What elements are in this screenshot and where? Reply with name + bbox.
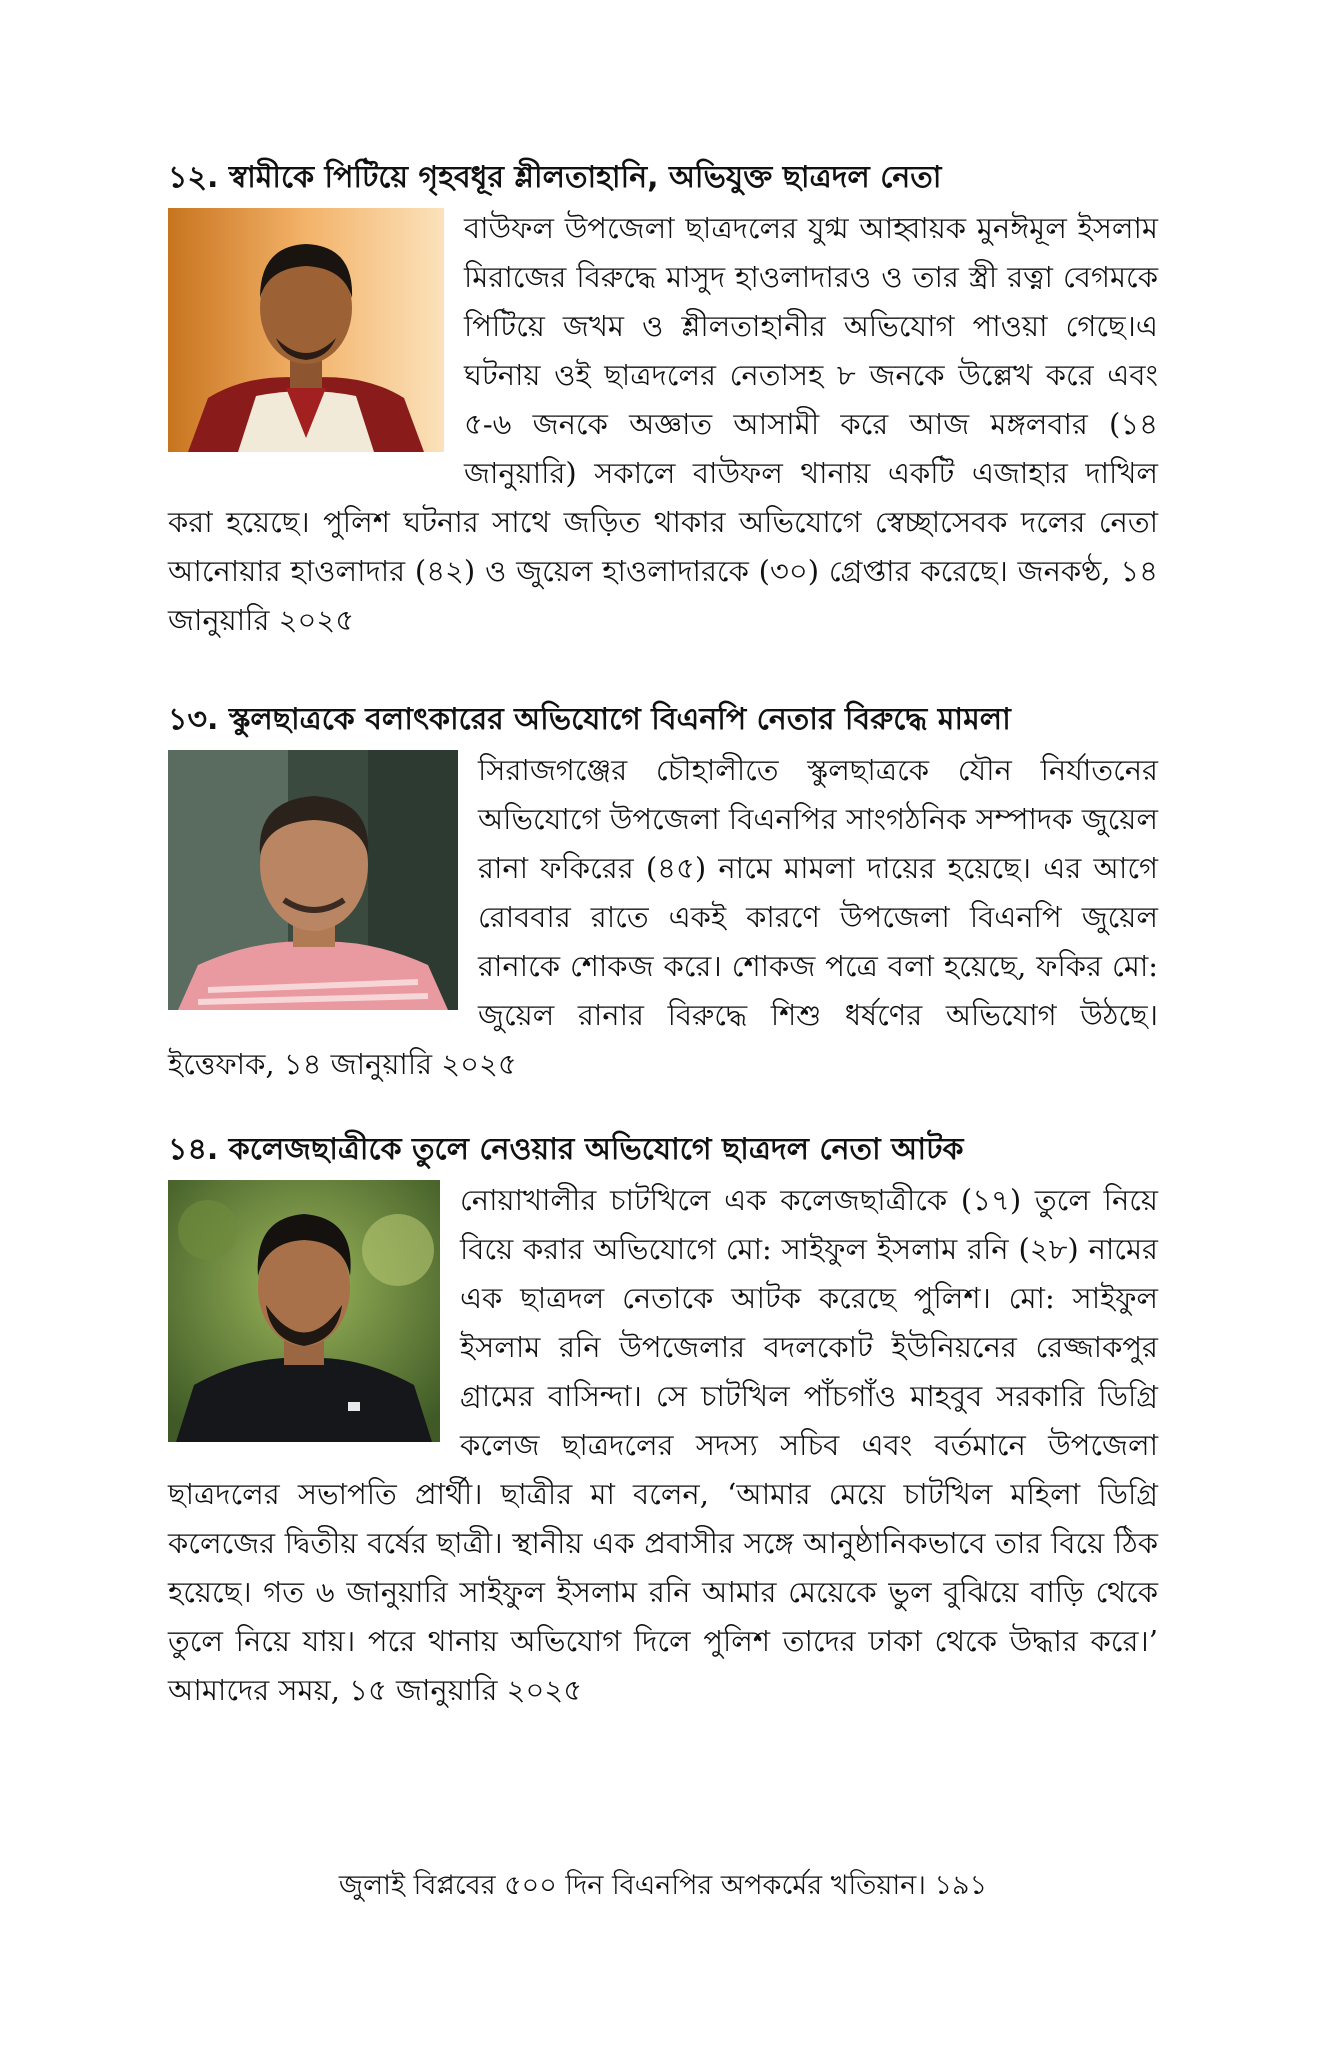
article-13-body: সিরাজগঞ্জের চৌহালীতে স্কুলছাত্রকে যৌন নির্যাতনের অভিযোগে উপজেলা বিএনপির সাংগঠনিক সম্পাদক জুয়েল রানা ফকিরের (৪৫) নামে মামলা দায়ের হয়েছে। এর আগে রোববার রাতে একই কারণে উপজেলা বিএনপি জুয়েল রানাকে শোকজ করে। শোকজ পত্রে বলা হয়েছে, ফকির মো: জুয়েল রানার বিরুদ্ধে শিশু ধর্ষণের অভিযোগ উঠছে। ইত্তেফাক, ১৪ জানুয়ারি ২০২৫ bbox=[168, 753, 1158, 1081]
article-12-headline: ১২. স্বামীকে পিটিয়ে গৃহবধূর শ্লীলতাহানি, অভিযুক্ত ছাত্রদল নেতা bbox=[168, 160, 942, 195]
article-13 bbox=[168, 700, 1158, 1089]
portrait-image bbox=[168, 1180, 440, 1442]
portrait-image bbox=[168, 208, 444, 452]
article-14 bbox=[168, 1130, 1158, 1715]
article-14-headline: ১৪. কলেজছাত্রীকে তুলে নেওয়ার অভিযোগে ছাত্রদল নেতা আটক bbox=[168, 1132, 964, 1167]
article-12-body: বাউফল উপজেলা ছাত্রদলের যুগ্ম আহ্বায়ক মুনঈমূল ইসলাম মিরাজের বিরুদ্ধে মাসুদ হাওলাদারও ও তার স্ত্রী রত্না বেগমকে পিটিয়ে জখম ও শ্লীলতাহানীর অভিযোগ পাওয়া গেছে।এ ঘটনায় ওই ছাত্রদলের নেতাসহ ৮ জনকে উল্লেখ করে এবং ৫-৬ জনকে অজ্ঞাত আসামী করে আজ মঙ্গলবার (১৪ জানুয়ারি) সকালে বাউফল থানায় একটি এজাহার দাখিল করা হয়েছে। পুলিশ ঘটনার সাথে জড়িত থাকার অভিযোগে স্বেচ্ছাসেবক দলের নেতা আনোয়ার হাওলাদার (৪২) ও জুয়েল হাওলাদারকে (৩০) গ্রেপ্তার করেছে। জনকণ্ঠ, ১৪ জানুয়ারি ২০২৫ bbox=[168, 211, 1158, 637]
article-12-photo bbox=[168, 208, 444, 452]
article-12 bbox=[168, 158, 1158, 645]
page-footer: জুলাই বিপ্লবের ৫০০ দিন বিএনপির অপকর্মের খতিয়ান। ১৯১ bbox=[338, 1870, 988, 1901]
article-14-body: নোয়াখালীর চাটখিলে এক কলেজছাত্রীকে (১৭) তুলে নিয়ে বিয়ে করার অভিযোগে মো: সাইফুল ইসলাম রনি (২৮) নামের এক ছাত্রদল নেতাকে আটক করেছে পুলিশ। মো: সাইফুল ইসলাম রনি উপজেলার বদলকোট ইউনিয়নের রেজ্জাকপুর গ্রামের বাসিন্দা। সে চাটখিল পাঁচগাঁও মাহবুব সরকারি ডিগ্রি কলেজ ছাত্রদলের সদস্য সচিব এবং বর্তমানে উপজেলা ছাত্রদলের সভাপতি প্রার্থী। ছাত্রীর মা বলেন, ‘আমার মেয়ে চাটখিল মহিলা ডিগ্রি কলেজের দ্বিতীয় বর্ষের ছাত্রী। স্থানীয় এক প্রবাসীর সঙ্গে আনুষ্ঠানিকভাবে তার বিয়ে ঠিক হয়েছে। গত ৬ জানুয়ারি সাইফুল ইসলাম রনি আমার মেয়েকে ভুল বুঝিয়ে বাড়ি থেকে তুলে নিয়ে যায়। পরে থানায় অভিযোগ দিলে পুলিশ তাদের ঢাকা থেকে উদ্ধার করে।’ আমাদের সময়, ১৫ জানুয়ারি ২০২৫ bbox=[168, 1183, 1158, 1707]
article-13-headline: ১৩. স্কুলছাত্রকে বলাৎকারের অভিযোগে বিএনপি নেতার বিরুদ্ধে মামলা bbox=[168, 702, 1011, 737]
article-13-photo bbox=[168, 750, 458, 1010]
article-14-photo bbox=[168, 1180, 440, 1442]
portrait-image bbox=[168, 750, 458, 1010]
